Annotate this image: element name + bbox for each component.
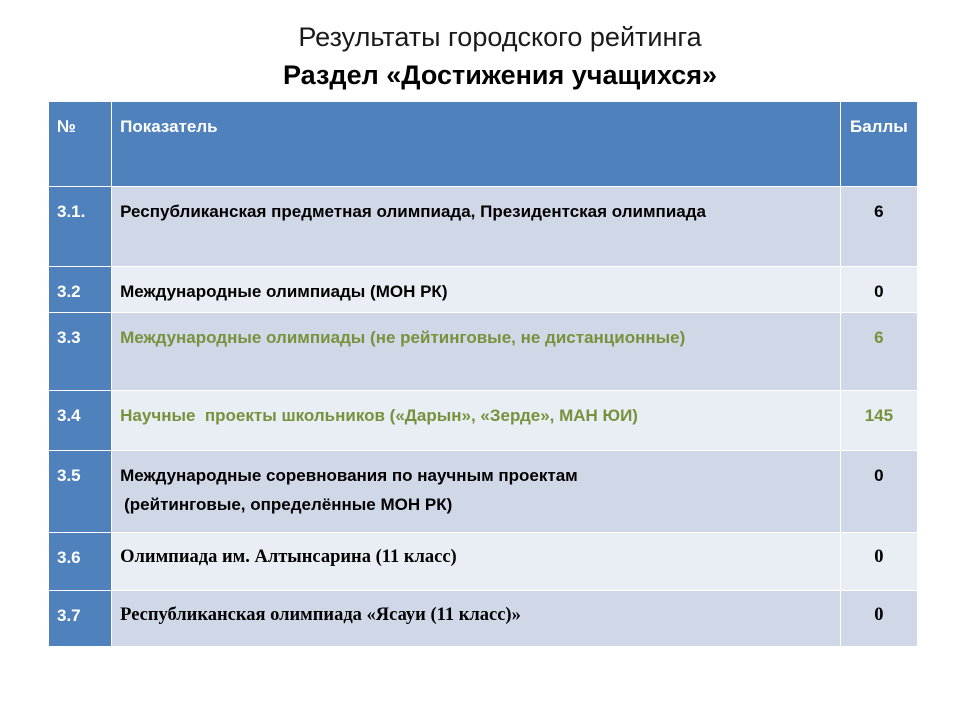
table-row	[49, 391, 918, 451]
row-num: 3.1.	[49, 187, 112, 267]
row-num: 3.4	[49, 391, 112, 451]
row-num: 3.5	[49, 451, 112, 533]
header-indicator: Показатель	[112, 102, 841, 187]
table-row	[49, 267, 918, 313]
table-row	[49, 187, 918, 267]
table-row	[49, 591, 918, 647]
header-points: Баллы	[840, 102, 917, 187]
row-indicator-line2: (рейтинговые, определённые МОН РК)	[124, 495, 453, 514]
row-indicator: Научные проекты школьников («Дарын», «Зерде», МАН ЮИ)	[112, 391, 841, 451]
row-indicator-line1: Международные соревнования по научным проектам	[120, 466, 578, 485]
page-title: Результаты городского рейтинга	[298, 22, 702, 52]
row-indicator: Республиканская олимпиада «Ясауи (11 класс)»	[112, 591, 841, 647]
table-row	[49, 313, 918, 391]
row-num: 3.7	[49, 591, 112, 647]
rating-table	[48, 101, 918, 647]
row-points: 0	[840, 451, 917, 533]
table-row	[49, 533, 918, 591]
section-title: Раздел «Достижения учащихся»	[283, 60, 717, 90]
row-indicator: Республиканская предметная олимпиада, Президентская олимпиада	[112, 187, 841, 267]
row-num: 3.3	[49, 313, 112, 391]
row-points: 145	[840, 391, 917, 451]
row-points: 0	[840, 591, 917, 647]
row-indicator	[112, 451, 841, 533]
row-points: 6	[840, 313, 917, 391]
row-points: 0	[840, 533, 917, 591]
table-header-row	[49, 102, 918, 187]
row-points: 6	[840, 187, 917, 267]
row-indicator: Международные олимпиады (МОН РК)	[112, 267, 841, 313]
row-indicator: Олимпиада им. Алтынсарина (11 класс)	[112, 533, 841, 591]
header-num: №	[49, 102, 112, 187]
row-num: 3.2	[49, 267, 112, 313]
row-num: 3.6	[49, 533, 112, 591]
row-indicator: Международные олимпиады (не рейтинговые, не дистанционные)	[112, 313, 841, 391]
row-points: 0	[840, 267, 917, 313]
table-row	[49, 451, 918, 533]
